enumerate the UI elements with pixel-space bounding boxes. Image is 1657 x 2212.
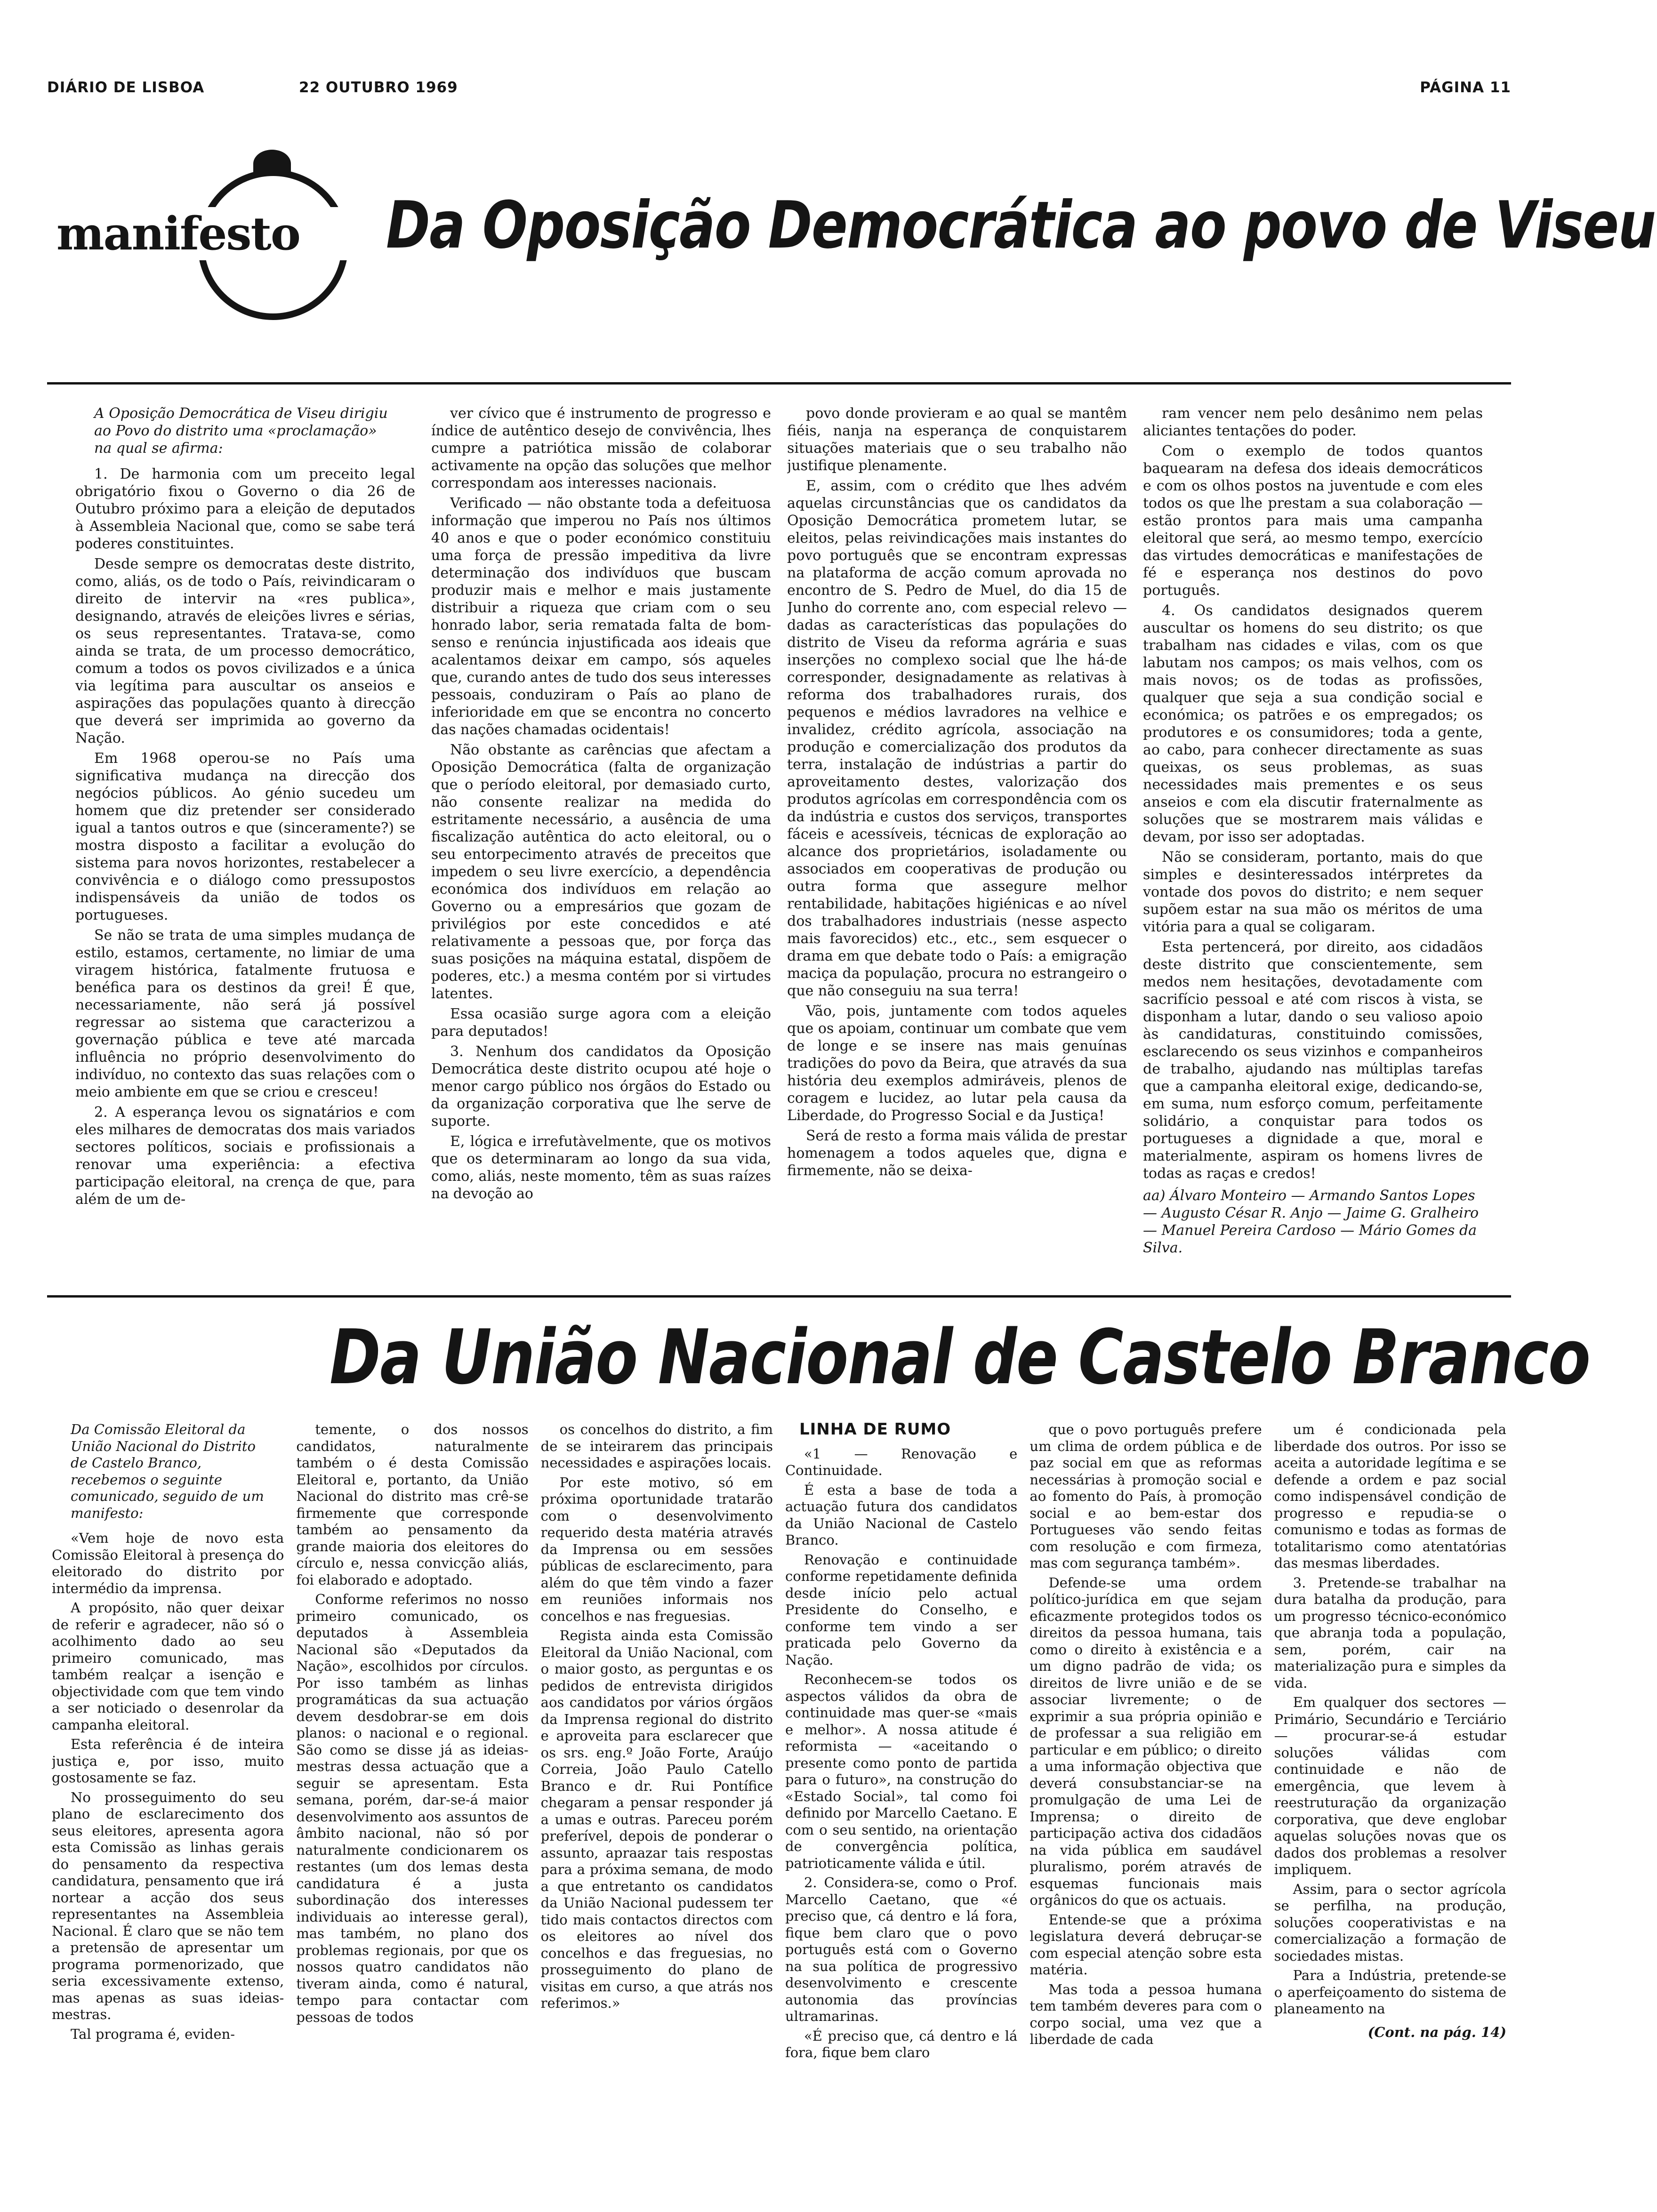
article1-column-2: [431, 405, 771, 1290]
paragraph: Em qualquer dos sectores — Primário, Secundário e Terciário — procurar-se-á estudar soluções válidas com continuidade e não de emergência, que levem à reestruturação da organização corporativa, que deve englobar aquelas soluções novas que os dados dos problemas a resolver impliquem.: [1274, 1694, 1506, 1877]
paragraph: Renovação e continuidade conforme repetidamente definida desde início pelo actual Presidente do Conselho, e conforme tem vindo a ser praticada pelo Governo da Nação.: [785, 1551, 1018, 1668]
article2-column-4: [785, 1421, 1017, 2170]
paragraph: Para a Indústria, pretende-se o aperfeiçoamento do sistema de planeamento na: [1274, 1967, 1506, 2017]
newspaper-name: DIÁRIO DE LISBOA: [47, 79, 205, 96]
paragraph: Defende-se uma ordem político-jurídica em que sejam eficazmente protegidos todos os direitos da pessoa humana, tais como o direito à existência e a um digno padrão de vida; os direitos de livre união e de se associar livremente; o de exprimir a sua própria opinião e de professar a sua religião em particular e em público; o direito a uma informação objectiva que deverá consubstanciar-se na promulgação de uma Lei de Imprensa; o direito de participação activa dos cidadãos na vida pública em saudável pluralismo, porém através de esquemas funcionais mais orgânicos do que os actuais.: [1030, 1574, 1262, 1908]
paragraph: temente, o dos nossos candidatos, naturalmente também o é desta Comissão Eleitoral e, portanto, da União Nacional do distrito mas crê-se firmemente que corresponde também ao pensamento da grande maioria dos eleitores do círculo e, nessa convicção aliás, foi elaborado e adoptado.: [296, 1421, 529, 1588]
article1-signatures: aa) Álvaro Monteiro — Armando Santos Lopes — Augusto César R. Anjo — Jaime G. Gralheiro — Manuel Pereira Cardoso — Mário Gomes da Silva.: [1143, 1187, 1479, 1256]
paragraph: ram vencer nem pelo desânimo nem pelas aliciantes tentações do poder.: [1143, 405, 1483, 439]
article2-column-2: [296, 1421, 528, 2170]
paragraph: 1. De harmonia com um preceito legal obrigatório fixou o Governo o dia 26 de Outubro próximo para a eleição de deputados à Assembleia Nacional que, como se sabe terá poderes constituintes.: [75, 466, 415, 552]
paragraph: povo donde provieram e ao qual se mantêm fiéis, nanja na esperança de conquistarem situações materiais que o seu trabalho não justifique plenamente.: [787, 405, 1127, 474]
paragraph: Esta pertencerá, por direito, aos cidadãos deste distrito que conscientemente, sem medos nem hesitações, devotadamente com sacrifício pessoal e até com riscos à vista, se disponham a lutar, dando o seu valioso apoio às candidaturas, constituindo comissões, esclarecendo os seus vizinhos e companheiros de trabalho, ajudando nas múltiplas tarefas que a campanha eleitoral exige, dedicando-se, em suma, num esforço comum, perfeitamente solidário, a conquistar para todos os portugueses a dignidade a que, moral e materialmente, aspiram os homens livres de todas as raças e credos!: [1143, 939, 1483, 1182]
paragraph: E, lógica e irrefutàvelmente, que os motivos que os determinaram ao longo da sua vida, como, aliás, neste momento, têm as suas raízes na devoção ao: [431, 1133, 771, 1202]
paragraph: Não obstante as carências que afectam a Oposição Democrática (falta de organização que o período eleitoral, por demasiado curto, não consente realizar na medida do estritamente necessário, a ausência de uma fiscalização autêntica do acto eleitoral, ou o seu entorpecimento através de preceitos que impedem o seu livre exercício, a dependência económica dos indivíduos em relação ao Governo ou a empresários que gozam de privilégios por este concedidos e até relativamente a pessoas que, por força das suas posições na máquina estatal, dispõem de poderes, etc.) a mesma contém por si virtudes latentes.: [431, 742, 771, 1002]
logo-word: manifesto: [56, 207, 348, 260]
paragraph: Tal programa é, eviden-: [71, 2026, 235, 2042]
paragraph: Entende-se que a próxima legislatura deverá debruçar-se com especial atenção sobre esta matéria.: [1030, 1911, 1262, 1978]
paragraph: Em 1968 operou-se no País uma significativa mudança na direcção dos negócios públicos. Ao génio sucedeu um homem que diz pretender ser considerado igual a tantos outros e que (sinceramente?) se mostra disposto a facilitar a evolução do sistema para novos horizontes, restabelecer a convivência e o diálogo como pressupostos indispensáveis da união de todos os portugueses.: [75, 750, 415, 923]
article1-column-1: [75, 405, 415, 1290]
issue-date: 22 OUTUBRO 1969: [299, 79, 458, 96]
paragraph: Será de resto a forma mais válida de prestar homenagem a todos aqueles que, digna e firmemente, não se deixa-: [787, 1128, 1127, 1179]
paragraph: um é condicionada pela liberdade dos outros. Por isso se aceita a autoridade legítima e se defende a ordem e paz social como indispensável condição de progresso e repudia-se o comunismo e todas as formas de totalitarismo como atentatórias das mesmas liberdades.: [1274, 1421, 1506, 1571]
paragraph: A propósito, não quer deixar de referir e agradecer, não só o acolhimento dado ao seu primeiro comunicado, mas também realçar a isenção e objectividade com que tem vindo a ser noticiado o desenrolar da campanha eleitoral.: [52, 1600, 284, 1733]
paragraph: Desde sempre os democratas deste distrito, como, aliás, os de todo o País, reivindicaram o direito de intervir na «res publica», designando, através de eleições livres e sérias, os seus representantes. Tratava-se, como ainda se trata, de um processo democrático, comum a todos os povos civilizados e a única via legítima para auscultar os anseios e aspirações das populações quanto à direcção que deverá ser imprimida ao governo da Nação.: [75, 556, 415, 746]
paragraph: Por este motivo, só em próxima oportunidade tratarão com o desenvolvimento requerido desta matéria através da Imprensa ou em sessões públicas de esclarecimento, para além do que têm vindo a fazer em reuniões informais nos concelhos e nas freguesias.: [540, 1474, 773, 1624]
paragraph: Verificado — não obstante toda a defeituosa informação que imperou no País nos últimos 40 anos e que o poder económico constituiu uma força de pressão impeditiva da livre determinação dos indivíduos que buscam produzir mais e melhor e mais justamente distribuir a riqueza que criam com o seu honrado labor, seria rematada falta de bom-senso e renúncia injustificada aos ideais que acalentamos deixar em campo, sós aqueles que, curando antes de tudo dos seus interesses pessoais, conduziram o País ao plano de inferioridade em que se encontra no concerto das nações chamadas ocidentais!: [431, 495, 771, 738]
paragraph: «É preciso que, cá dentro e lá fora, fique bem claro: [785, 2028, 1018, 2060]
article2-column-5: [1030, 1421, 1262, 2170]
page-header: [47, 79, 1511, 98]
paragraph: «Vem hoje de novo esta Comissão Eleitoral à presença do eleitorado do distrito por intermédio da imprensa.: [52, 1530, 284, 1596]
article2-subhead: LINHA DE RUMO: [799, 1421, 951, 1439]
paragraph: Regista ainda esta Comissão Eleitoral da União Nacional, com o maior gosto, as perguntas e os pedidos de entrevista dirigidos aos candidatos por vários órgãos da Imprensa regional do distrito e aproveita para esclarecer que os srs. eng.º João Forte, Araújo Correia, João Paulo Catello Branco e dr. Rui Pontífice chegaram a pensar responder já a umas e outras. Pareceu porém preferível, depois de ponderar o assunto, apraazar tais respostas para a próxima semana, de modo a que entretanto os candidatos da União Nacional pudessem ter tido mais contactos directos com os eleitores ao nível dos concelhos e das freguesias, no prosseguimento do plano de visitas em curso, a que atrás nos referimos.»: [540, 1627, 773, 2011]
paragraph: Com o exemplo de todos quantos baquearam na defesa dos ideais democráticos e com os olhos postos na juventude e com eles todos os que lhe prestam a sua colaboração — estão prontos para mais uma campanha eleitoral que será, ao mesmo tempo, exercício das virtudes democráticas e manifestações de fé e esperança nos destinos do povo português.: [1143, 443, 1483, 599]
article2-column-6: [1274, 1421, 1506, 2170]
paragraph: os concelhos do distrito, a fim de se inteirarem das principais necessidades e aspirações locais.: [540, 1421, 773, 1471]
paragraph: 4. Os candidatos designados querem auscultar os homens do seu distrito; os que trabalham nas cidades e vilas, com os que labutam nos campos; os mais velhos, com os mais novos; os de todas as profissões, qualquer que seja a sua condição social e económica; os patrões e os empregados; os produtores e os consumidores; toda a gente, ao cabo, para conhecer directamente as suas queixas, os seus problemas, as suas necessidades mais prementes e os seus anseios e com ela discutir fraternalmente as soluções que se mostrarem mais válidas e devam, por isso ser adoptadas.: [1143, 602, 1483, 845]
article1-intro: A Oposição Democrática de Viseu dirigiu ao Povo do distrito uma «proclamação» na qual se afirma:: [94, 405, 388, 457]
paragraph: Esta referência é de inteira justiça e, por isso, muito gostosamente se faz.: [52, 1736, 284, 1786]
article1-column-3: [787, 405, 1127, 1290]
paragraph: Mas toda a pessoa humana tem também deveres para com o corpo social, uma vez que a liberdade de cada: [1030, 1981, 1262, 2047]
paragraph: 2. Considera-se, como o Prof. Marcello Caetano, que «é preciso que, cá dentro e lá fora, fique bem claro que o povo português está com o Governo na sua política de progressivo desenvolvimento e crescente autonomia das províncias ultramarinas.: [785, 1875, 1018, 2024]
paragraph: Não se consideram, portanto, mais do que simples e desinteressados intérpretes da vontade dos povos do distrito; e nem sequer supõem estar na sua mão os méritos de uma vitória para a qual se coligaram.: [1143, 849, 1483, 935]
divider-middle: [47, 1295, 1511, 1298]
paragraph: que o povo português prefere um clima de ordem pública e de paz social em que as reformas necessárias à promoção social e ao fomento do País, à promoção social e ao bem-estar dos Portugueses vão sendo feitas com resolução e com firmeza, mas com segurança também».: [1030, 1421, 1262, 1571]
paragraph: ver cívico que é instrumento de progresso e índice de autêntico desejo de convivência, lhes cumpre a patriótica missão de colaborar activamente na opção das soluções que melhor correspondam aos interesses nacionais.: [431, 405, 771, 491]
paragraph: Vão, pois, juntamente com todos aqueles que os apoiam, continuar um combate que vem de longe e se insere nas mais genuínas tradições do povo da Beira, que através da sua história deu exemplos admiráveis, plenos de coragem e lucidez, ao lutar pela causa da Liberdade, do Progresso Social e da Justiça!: [787, 1003, 1127, 1124]
manifesto-logo: [56, 141, 433, 358]
paragraph: No prosseguimento do seu plano de esclarecimento dos seus eleitores, apresenta agora esta Comissão as linhas gerais do pensamento da respectiva candidatura, pensamento que irá nortear a acção dos seus representantes na Assembleia Nacional. É claro que se não tem a pretensão de apresentar um programa pormenorizado, que seria excessivamente extenso, mas apenas as suas ideias-mestras.: [52, 1789, 284, 2022]
paragraph: Reconhecem-se todos os aspectos válidos da obra de continuidade mas quer-se «mais e melhor». A nossa atitude é reformista — «aceitando o presente como ponto de partida para o futuro», na construção do «Estado Social», tal como foi definido por Marcello Caetano. E com o seu sentido, na orientação de convergência política, patrioticamente válida e útil.: [785, 1671, 1018, 1871]
article2-column-1: [52, 1421, 284, 2170]
article2-intro: Da Comissão Eleitoral da União Nacional do Distrito de Castelo Branco, recebemos o seguinte comunicado, seguido de um manifesto:: [71, 1421, 264, 1521]
article2-column-3: [541, 1421, 773, 2170]
article2-title: Da União Nacional de Castelo Branco: [330, 1313, 1590, 1401]
divider-top: [47, 382, 1511, 385]
article1-body: [75, 405, 1483, 1290]
paragraph: 3. Pretende-se trabalhar na dura batalha da produção, para um progresso técnico-económico que abranja toda a população, sem, porém, cair na materialização pura e simples da vida.: [1274, 1574, 1506, 1691]
paragraph: «1 — Renovação e Continuidade.: [785, 1445, 1018, 1478]
paragraph: 2. A esperança levou os signatários e com eles milhares de democratas dos mais variados sectores políticos, sociais e profissionais a renovar uma experiência: a efectiva participação eleitoral, na crença de que, para além de um de-: [75, 1104, 415, 1208]
paragraph: E, assim, com o crédito que lhes advém aquelas circunstâncias que os candidatos da Oposição Democrática prometem lutar, se eleitos, pelas reivindicações mais instantes do povo português que se encontram expressas na plataforma de acção comum aprovada no encontro de S. Pedro de Muel, do dia 15 de Junho do corrente ano, com especial relevo — dadas as características das populações do distrito de Viseu da reforma agrária e suas inserções no complexo social que lhe há-de corresponder, designadamente as relativas à reforma dos trabalhadores rurais, dos pequenos e médios lavradores na velhice e invalidez, crédito agrícola, associação na produção e comercialização dos produtos da terra, instalação de indústrias a partir do aproveitamento destes, valorização dos produtos agrícolas em correspondência com os da indústria e custos dos serviços, transportes fáceis e acessíveis, técnicas de exploração ao alcance dos proprietários, isoladamente ou associados em cooperativas de produção ou outra forma que assegure melhor rentabilidade, habitações higiénicas e ao nível dos trabalhadores industriais (nesse aspecto mais favorecidos) etc., etc., sem esquecer o drama em que debate todo o País: a emigração maciça da população, procura no estrangeiro o que não conseguiu na sua terra!: [787, 478, 1127, 999]
article1-title: Da Oposição Democrática ao povo de Viseu: [386, 187, 1656, 263]
article1-column-4: [1143, 405, 1483, 1290]
paragraph: 3. Nenhum dos candidatos da Oposição Democrática deste distrito ocupou até hoje o menor cargo público nos órgãos do Estado ou da organização corporativa que lhe serve de suporte.: [431, 1043, 771, 1130]
paragraph: Essa ocasião surge agora com a eleição para deputados!: [431, 1006, 771, 1040]
page-number: PÁGINA 11: [1420, 79, 1511, 96]
continuation-note: (Cont. na pág. 14): [1367, 2024, 1506, 2040]
paragraph: Assim, para o sector agrícola se perfilha, na produção, soluções cooperativistas e na comercialização a formação de sociedades mistas.: [1274, 1881, 1506, 1964]
paragraph: Se não se trata de uma simples mudança de estilo, estamos, certamente, no limiar de uma viragem histórica, fatalmente frutuosa e benéfica para os destinos da grei! É que, necessariamente, não será já possível regressar ao sistema que caracterizou a governação pública e teve até marcada influência no próprio desenvolvimento do indivíduo, no contexto das suas relações com o meio ambiente em que se criou e cresceu!: [75, 927, 415, 1100]
article2-body: [52, 1421, 1506, 2170]
paragraph: É esta a base de toda a actuação futura dos candidatos da União Nacional de Castelo Branco.: [785, 1482, 1018, 1548]
paragraph: Conforme referimos no nosso primeiro comunicado, os deputados à Assembleia Nacional são «Deputados da Nação», escolhidos por círculos. Por isso também as linhas programáticas da sua actuação devem desdobrar-se em dois planos: o nacional e o regional. São como se disse já as ideias-mestras dessa actuação que a seguir se apresentam. Esta semana, porém, dar-se-á maior desenvolvimento aos assuntos de âmbito nacional, não só por naturalmente condicionarem os restantes (um dos lemas desta candidatura é a justa subordinação dos interesses individuais ao interesse geral), mas também, no plano dos problemas regionais, por que os nossos quatro candidatos não tiveram ainda, como é natural, tempo para contactar com pessoas de todos: [296, 1591, 529, 2025]
